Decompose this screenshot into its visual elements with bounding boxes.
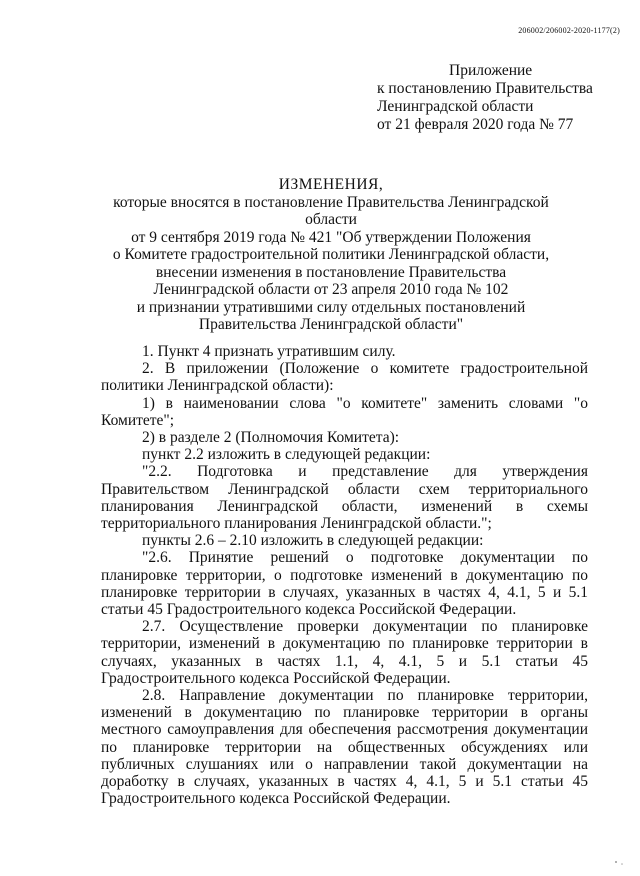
paragraph: 1) в наименовании слова "о комитете" заменить словами "о Комитете";: [101, 394, 588, 429]
title-line: о Комитете градостроительной политики Ленинградской области,: [112, 246, 550, 263]
document-id: 206002/206002-2020-1177(2): [518, 26, 620, 35]
title-line: от 9 сентября 2019 года № 421 "Об утверждении Положения: [131, 228, 531, 246]
title-line: и признании утратившими силу отдельных постановлений: [136, 298, 526, 316]
paragraph: "2.2. Подготовка и представление для утверждения Правительством Ленинградской области схем территориального планирования Ленинградской области, изменений в схемы территориального планирования Ленинградской области.";: [101, 463, 588, 533]
paragraph: 2. В приложении (Положение о комитете градостроительной политики Ленинградской области):: [101, 360, 588, 395]
document-body: [101, 343, 588, 807]
paragraph: "2.6. Принятие решений о подготовке документации по планировке территории, о подготовке изменений в документацию по планировке территории в случаях, указанных в частях 4, 4.1, 5 и 5.1 статьи 45 Градостроительного кодекса Российской Федерации.: [101, 549, 588, 619]
title-line: Правительства Ленинградской области": [198, 316, 464, 333]
paragraph: 1. Пункт 4 признать утратившим силу.: [142, 343, 396, 360]
appendix-line: от 21 февраля 2020 года № 77: [377, 116, 574, 133]
title-line: внесении изменения в постановление Правительства: [155, 263, 507, 281]
title-heading: ИЗМЕНЕНИЯ,: [278, 176, 384, 193]
paragraph: 2.7. Осуществление проверки документации по планировке территории, изменений в документацию по планировке территории в случаях, указанных в частях 1.1, 4, 4.1, 5 и 5.1 статьи 45 Градостроительного кодекса Российской Федерации.: [101, 618, 588, 687]
scan-mark: [610, 856, 630, 868]
title-line: которые вносятся в постановление Правительства Ленинградской области: [113, 193, 549, 228]
document-title: [96, 176, 566, 334]
paragraph: 2) в разделе 2 (Полномочия Комитета):: [142, 429, 400, 447]
appendix-line: к постановлению Правительства: [377, 80, 593, 97]
title-line: Ленинградской области от 23 апреля 2010 года № 102: [153, 281, 509, 298]
appendix-line: Ленинградской области: [377, 98, 534, 115]
paragraph: 2.8. Направление документации по планировке территории, изменений в документацию по планировке территории в органы местного самоуправления для обеспечения рассмотрения документации по планировке территории на общественных обсуждениях или публичных слушаниях или о направлении такой документации на доработку в случаях, указанных в частях 4, 4.1, 5 и 5.1 статьи 45 Градостроительного кодекса Российской Федерации.: [101, 687, 588, 808]
paragraph: пункт 2.2 изложить в следующей редакции:: [142, 446, 431, 464]
appendix-block: [377, 62, 593, 134]
paragraph: пункты 2.6 – 2.10 изложить в следующей редакции:: [142, 532, 484, 550]
appendix-line: Приложение: [449, 62, 533, 79]
